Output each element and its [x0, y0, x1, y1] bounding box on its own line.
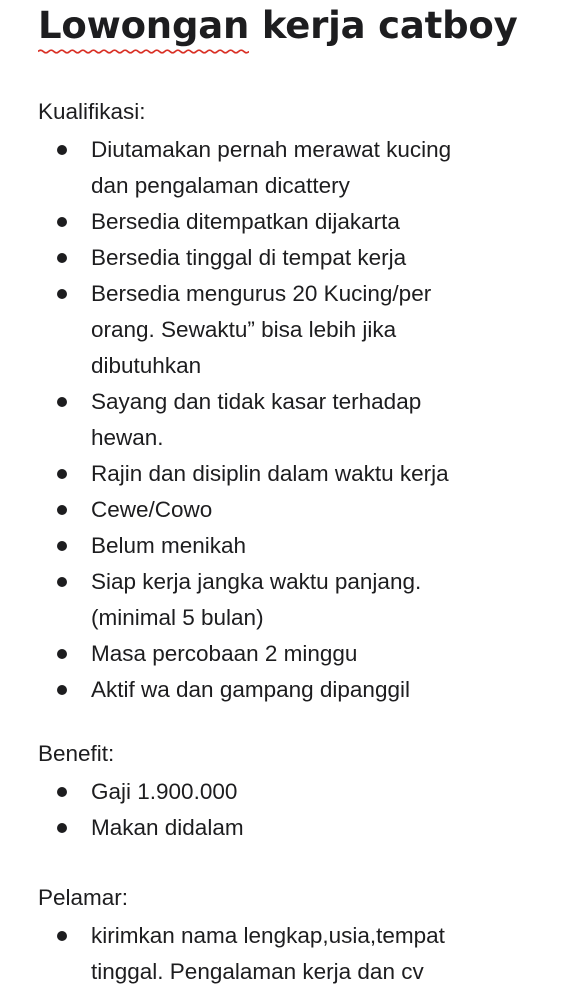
- list-item-line: Masa percobaan 2 minggu: [91, 641, 358, 666]
- section-kualifikasi: [38, 96, 546, 708]
- list-item: [38, 774, 546, 810]
- list-item: [38, 672, 546, 708]
- bullet-icon: [57, 931, 67, 941]
- section-heading: Pelamar:: [38, 885, 129, 910]
- spellcheck-underline: [38, 49, 249, 54]
- bullet-icon: [57, 787, 67, 797]
- section-heading: Benefit:: [38, 741, 115, 766]
- list-item: [38, 204, 546, 240]
- list-item-line: Bersedia tinggal di tempat kerja: [91, 245, 407, 270]
- list-item: [38, 456, 546, 492]
- list-item: [38, 384, 546, 456]
- bullet-icon: [57, 649, 67, 659]
- bullet-list: [38, 132, 546, 708]
- misspelled-word[interactable]: [38, 2, 249, 50]
- section-heading: Kualifikasi:: [38, 99, 146, 124]
- list-item: [38, 492, 546, 528]
- bullet-icon: [57, 217, 67, 227]
- list-item-line: orang. Sewaktu” bisa lebih jika: [91, 317, 397, 342]
- bullet-icon: [57, 541, 67, 551]
- bullet-icon: [57, 145, 67, 155]
- section-pelamar: [38, 882, 546, 990]
- list-item-line: Belum menikah: [91, 533, 247, 558]
- list-item-line: Rajin dan disiplin dalam waktu kerja: [91, 461, 449, 486]
- list-item-line: Siap kerja jangka waktu panjang.: [91, 569, 422, 594]
- section-benefit: [38, 738, 546, 846]
- bullet-icon: [57, 577, 67, 587]
- list-item-line: tinggal. Pengalaman kerja dan cv: [91, 959, 424, 984]
- title-prefix: Lowongan: [38, 4, 250, 47]
- list-item-line: Aktif wa dan gampang dipanggil: [91, 677, 410, 702]
- list-item: [38, 918, 546, 990]
- list-item-line: Makan didalam: [91, 815, 244, 840]
- list-item-line: Bersedia mengurus 20 Kucing/per: [91, 281, 432, 306]
- list-item-line: kirimkan nama lengkap,usia,tempat: [91, 923, 445, 948]
- bullet-icon: [57, 823, 67, 833]
- list-item-line: (minimal 5 bulan): [91, 605, 264, 630]
- bullet-list: [38, 774, 546, 846]
- list-item: [38, 132, 546, 204]
- list-item: [38, 528, 546, 564]
- document-title: [38, 2, 518, 50]
- list-item: [38, 810, 546, 846]
- bullet-icon: [57, 469, 67, 479]
- title-rest: kerja catboy: [249, 4, 518, 47]
- bullet-list: [38, 918, 546, 990]
- bullet-icon: [57, 505, 67, 515]
- list-item-line: Gaji 1.900.000: [91, 779, 238, 804]
- bullet-icon: [57, 253, 67, 263]
- list-item: [38, 564, 546, 636]
- list-item: [38, 276, 546, 384]
- list-item-line: Cewe/Cowo: [91, 497, 213, 522]
- list-item-line: Diutamakan pernah merawat kucing: [91, 137, 452, 162]
- bullet-icon: [57, 289, 67, 299]
- list-item-line: dan pengalaman dicattery: [91, 173, 350, 198]
- list-item-line: hewan.: [91, 425, 164, 450]
- list-item: [38, 636, 546, 672]
- squiggle-path: [38, 50, 249, 53]
- bullet-icon: [57, 685, 67, 695]
- list-item-line: Bersedia ditempatkan dijakarta: [91, 209, 400, 234]
- list-item-line: dibutuhkan: [91, 353, 202, 378]
- list-item-line: Sayang dan tidak kasar terhadap: [91, 389, 422, 414]
- list-item: [38, 240, 546, 276]
- bullet-icon: [57, 397, 67, 407]
